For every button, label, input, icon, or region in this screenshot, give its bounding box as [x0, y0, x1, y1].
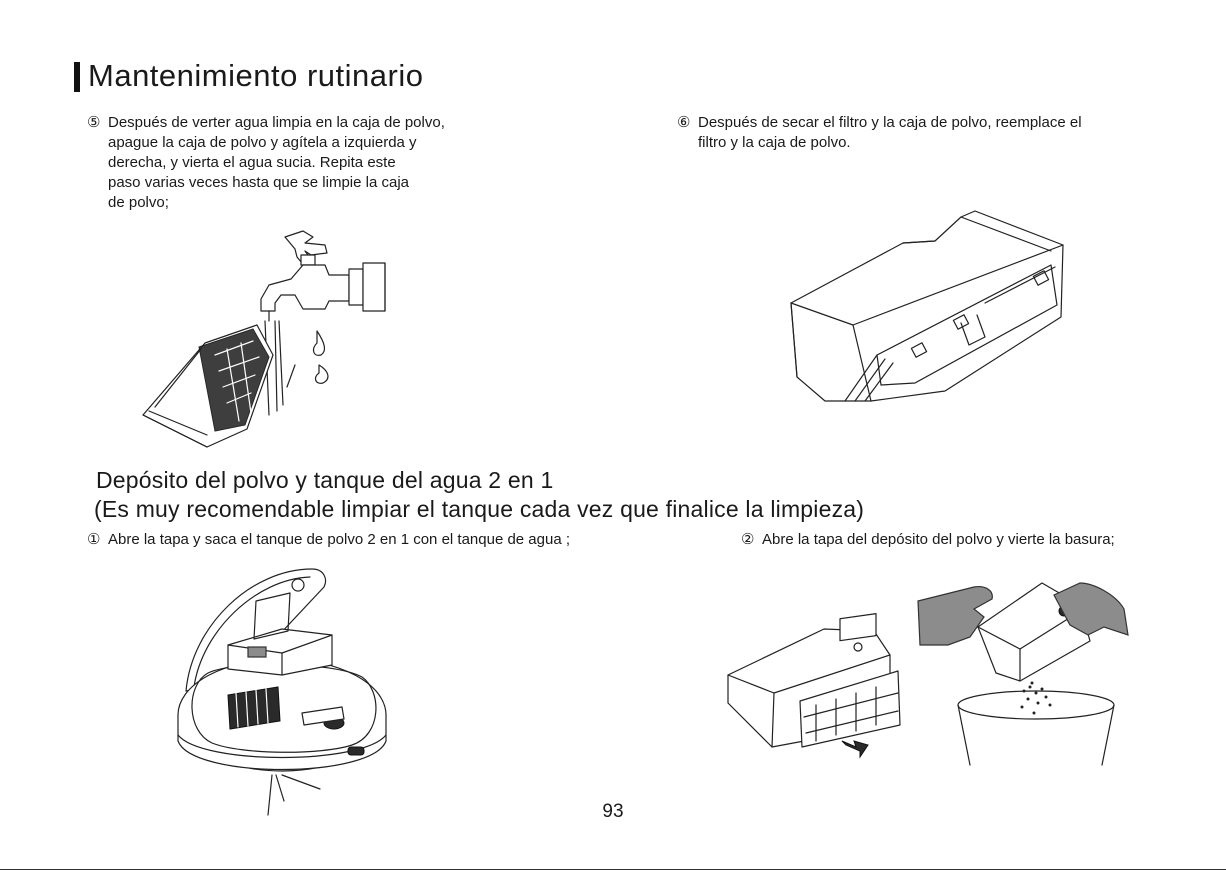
robot-vacuum-open-lid-illustration	[172, 565, 397, 820]
step-6-line: Después de secar el filtro y la caja de polvo, reemplace el	[698, 114, 1082, 131]
step-6-line: filtro y la caja de polvo.	[698, 134, 851, 151]
step-2-text: Abre la tapa del depósito del polvo y vierte la basura;	[762, 531, 1115, 548]
emptying-dust-box-illustration	[724, 575, 1134, 775]
page-title: Mantenimiento rutinario	[88, 58, 424, 93]
step-6	[677, 113, 1177, 153]
faucet-rinse-illustration	[135, 225, 395, 450]
step-6-number: ⑥	[677, 114, 691, 131]
step-5-line: derecha, y vierta el agua sucia. Repita este	[108, 154, 396, 171]
step-5	[87, 113, 527, 213]
step-5-number: ⑤	[87, 114, 101, 131]
step-1	[87, 530, 647, 550]
step-1-number: ①	[87, 531, 101, 548]
step-5-line: paso varias veces hasta que se limpie la caja	[108, 174, 409, 191]
step-5-line: Después de verter agua limpia en la caja de polvo,	[108, 114, 445, 131]
subheading-line-1: Depósito del polvo y tanque del agua 2 en 1	[96, 467, 554, 493]
page-number: 93	[602, 801, 624, 822]
step-1-text: Abre la tapa y saca el tanque de polvo 2 en 1 con el tanque de agua ;	[108, 531, 571, 548]
step-2-number: ②	[741, 531, 755, 548]
dust-box-illustration	[785, 205, 1080, 405]
step-2	[741, 530, 1191, 550]
title-accent-bar	[74, 62, 80, 92]
step-5-line: apague la caja de polvo y agítela a izquierda y	[108, 134, 417, 151]
bottom-rule	[0, 869, 1226, 870]
subheading-line-2: (Es muy recomendable limpiar el tanque cada vez que finalice la limpieza)	[94, 496, 865, 522]
step-5-line: de polvo;	[108, 194, 169, 211]
